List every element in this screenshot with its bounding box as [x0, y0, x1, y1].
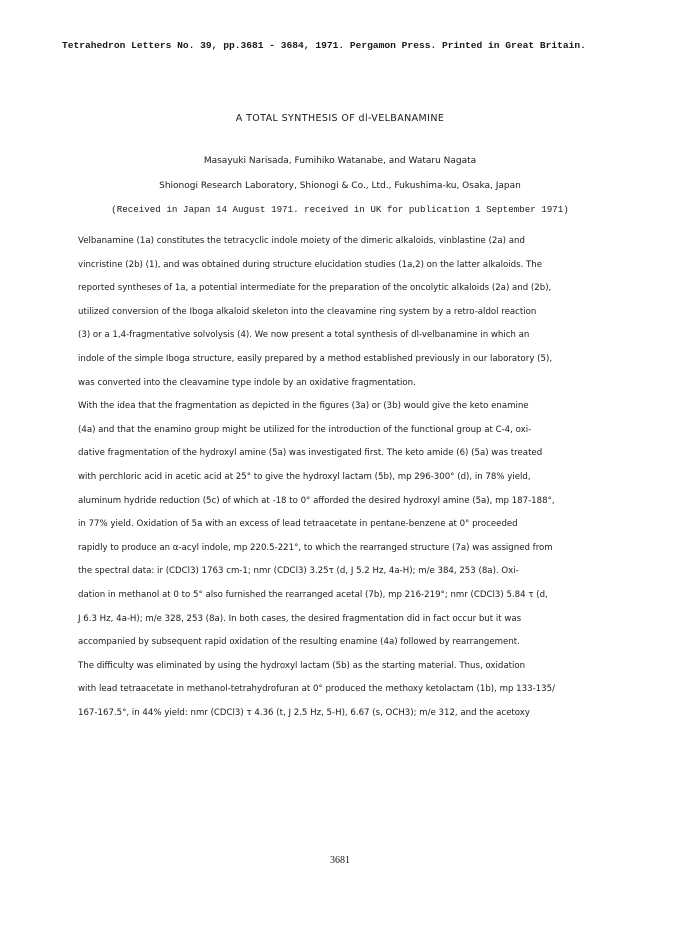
body-line: Velbanamine (1a) constitutes the tetracyclic indole moiety of the dimeric alkaloids, vinblastine (2a) and — [78, 236, 525, 246]
received-dates: (Received in Japan 14 August 1971. received in UK for publication 1 September 1971) — [111, 204, 569, 215]
body-line: dative fragmentation of the hydroxyl amine (5a) was investigated first. The keto amide (6) (5a) was treated — [78, 448, 543, 459]
page-number: 3681 — [330, 855, 350, 866]
body-line: dation in methanol at 0 to 5° also furnished the rearranged acetal (7b), mp 216-219°; nmr (CDCl3) 5.84 τ (d, — [78, 589, 548, 600]
body-line: indole of the simple Iboga structure, easily prepared by a method established previously in our laboratory (5), — [78, 353, 553, 364]
body-line: with lead tetraacetate in methanol-tetrahydrofuran at 0° produced the methoxy ketolactam (1b), mp 133-135/ — [78, 684, 555, 695]
body-line: J 6.3 Hz, 4a-H); m/e 328, 253 (8a). In both cases, the desired fragmentation did in fact occur but it was — [78, 613, 522, 624]
body-line: utilized conversion of the Iboga alkaloid skeleton into the cleavamine ring system by a retro-aldol reaction — [78, 306, 537, 317]
body-line: 167-167.5°, in 44% yield: nmr (CDCl3) τ 4.36 (t, J 2.5 Hz, 5-H), 6.67 (s, OCH3); m/e 312, and the acetoxy — [78, 707, 530, 718]
journal-header: Tetrahedron Letters No. 39, pp.3681 - 3684, 1971. Pergamon Press. Printed in Great Britain. — [62, 40, 586, 51]
body-line: aluminum hydride reduction (5c) of which at -18 to 0° afforded the desired hydroxyl amine (5a), mp 187-188°, — [78, 495, 555, 506]
body-line: (3) or a 1,4-fragmentative solvolysis (4). We now present a total synthesis of dl-velbanamine in which an — [78, 330, 530, 341]
body-line: (4a) and that the enamino group might be utilized for the introduction of the functional group at C-4, oxi- — [78, 424, 532, 435]
body-line: reported syntheses of 1a, a potential intermediate for the preparation of the oncolytic alkaloids (2a) and (2b), — [78, 283, 552, 294]
body-line: vincristine (2b) (1), and was obtained during structure elucidation studies (1a,2) on the latter alkaloids. The — [78, 259, 543, 270]
body-line: was converted into the cleavamine type indole by an oxidative fragmentation. — [78, 377, 416, 388]
body-line: the spectral data: ir (CDCl3) 1763 cm-1; nmr (CDCl3) 3.25τ (d, J 5.2 Hz, 4a-H); m/e 384, 253 (8a). Oxi- — [78, 566, 519, 577]
author-list: Masayuki Narisada, Fumihiko Watanabe, and Wataru Nagata — [203, 156, 477, 166]
article-title: A TOTAL SYNTHESIS OF dl-VELBANAMINE — [235, 113, 445, 124]
affiliation: Shionogi Research Laboratory, Shionogi & Co., Ltd., Fukushima-ku, Osaka, Japan — [159, 181, 521, 191]
body-line: in 77% yield. Oxidation of 5a with an excess of lead tetraacetate in pentane-benzene at 0° proceeded — [78, 519, 518, 530]
article-body — [78, 230, 612, 725]
body-line: The difficulty was eliminated by using the hydroxyl lactam (5b) as the starting material. Thus, oxidation — [78, 660, 526, 671]
body-line: rapidly to produce an α-acyl indole, mp 220.5-221°, to which the rearranged structure (7a) was assigned from — [78, 542, 553, 553]
body-line: accompanied by subsequent rapid oxidation of the resulting enamine (4a) followed by rearrangement. — [78, 637, 520, 648]
body-line: with perchloric acid in acetic acid at 25° to give the hydroxyl lactam (5b), mp 296-300° (d), in 78% yield, — [78, 471, 531, 482]
body-line: With the idea that the fragmentation as depicted in the figures (3a) or (3b) would give the keto enamine — [78, 401, 529, 412]
